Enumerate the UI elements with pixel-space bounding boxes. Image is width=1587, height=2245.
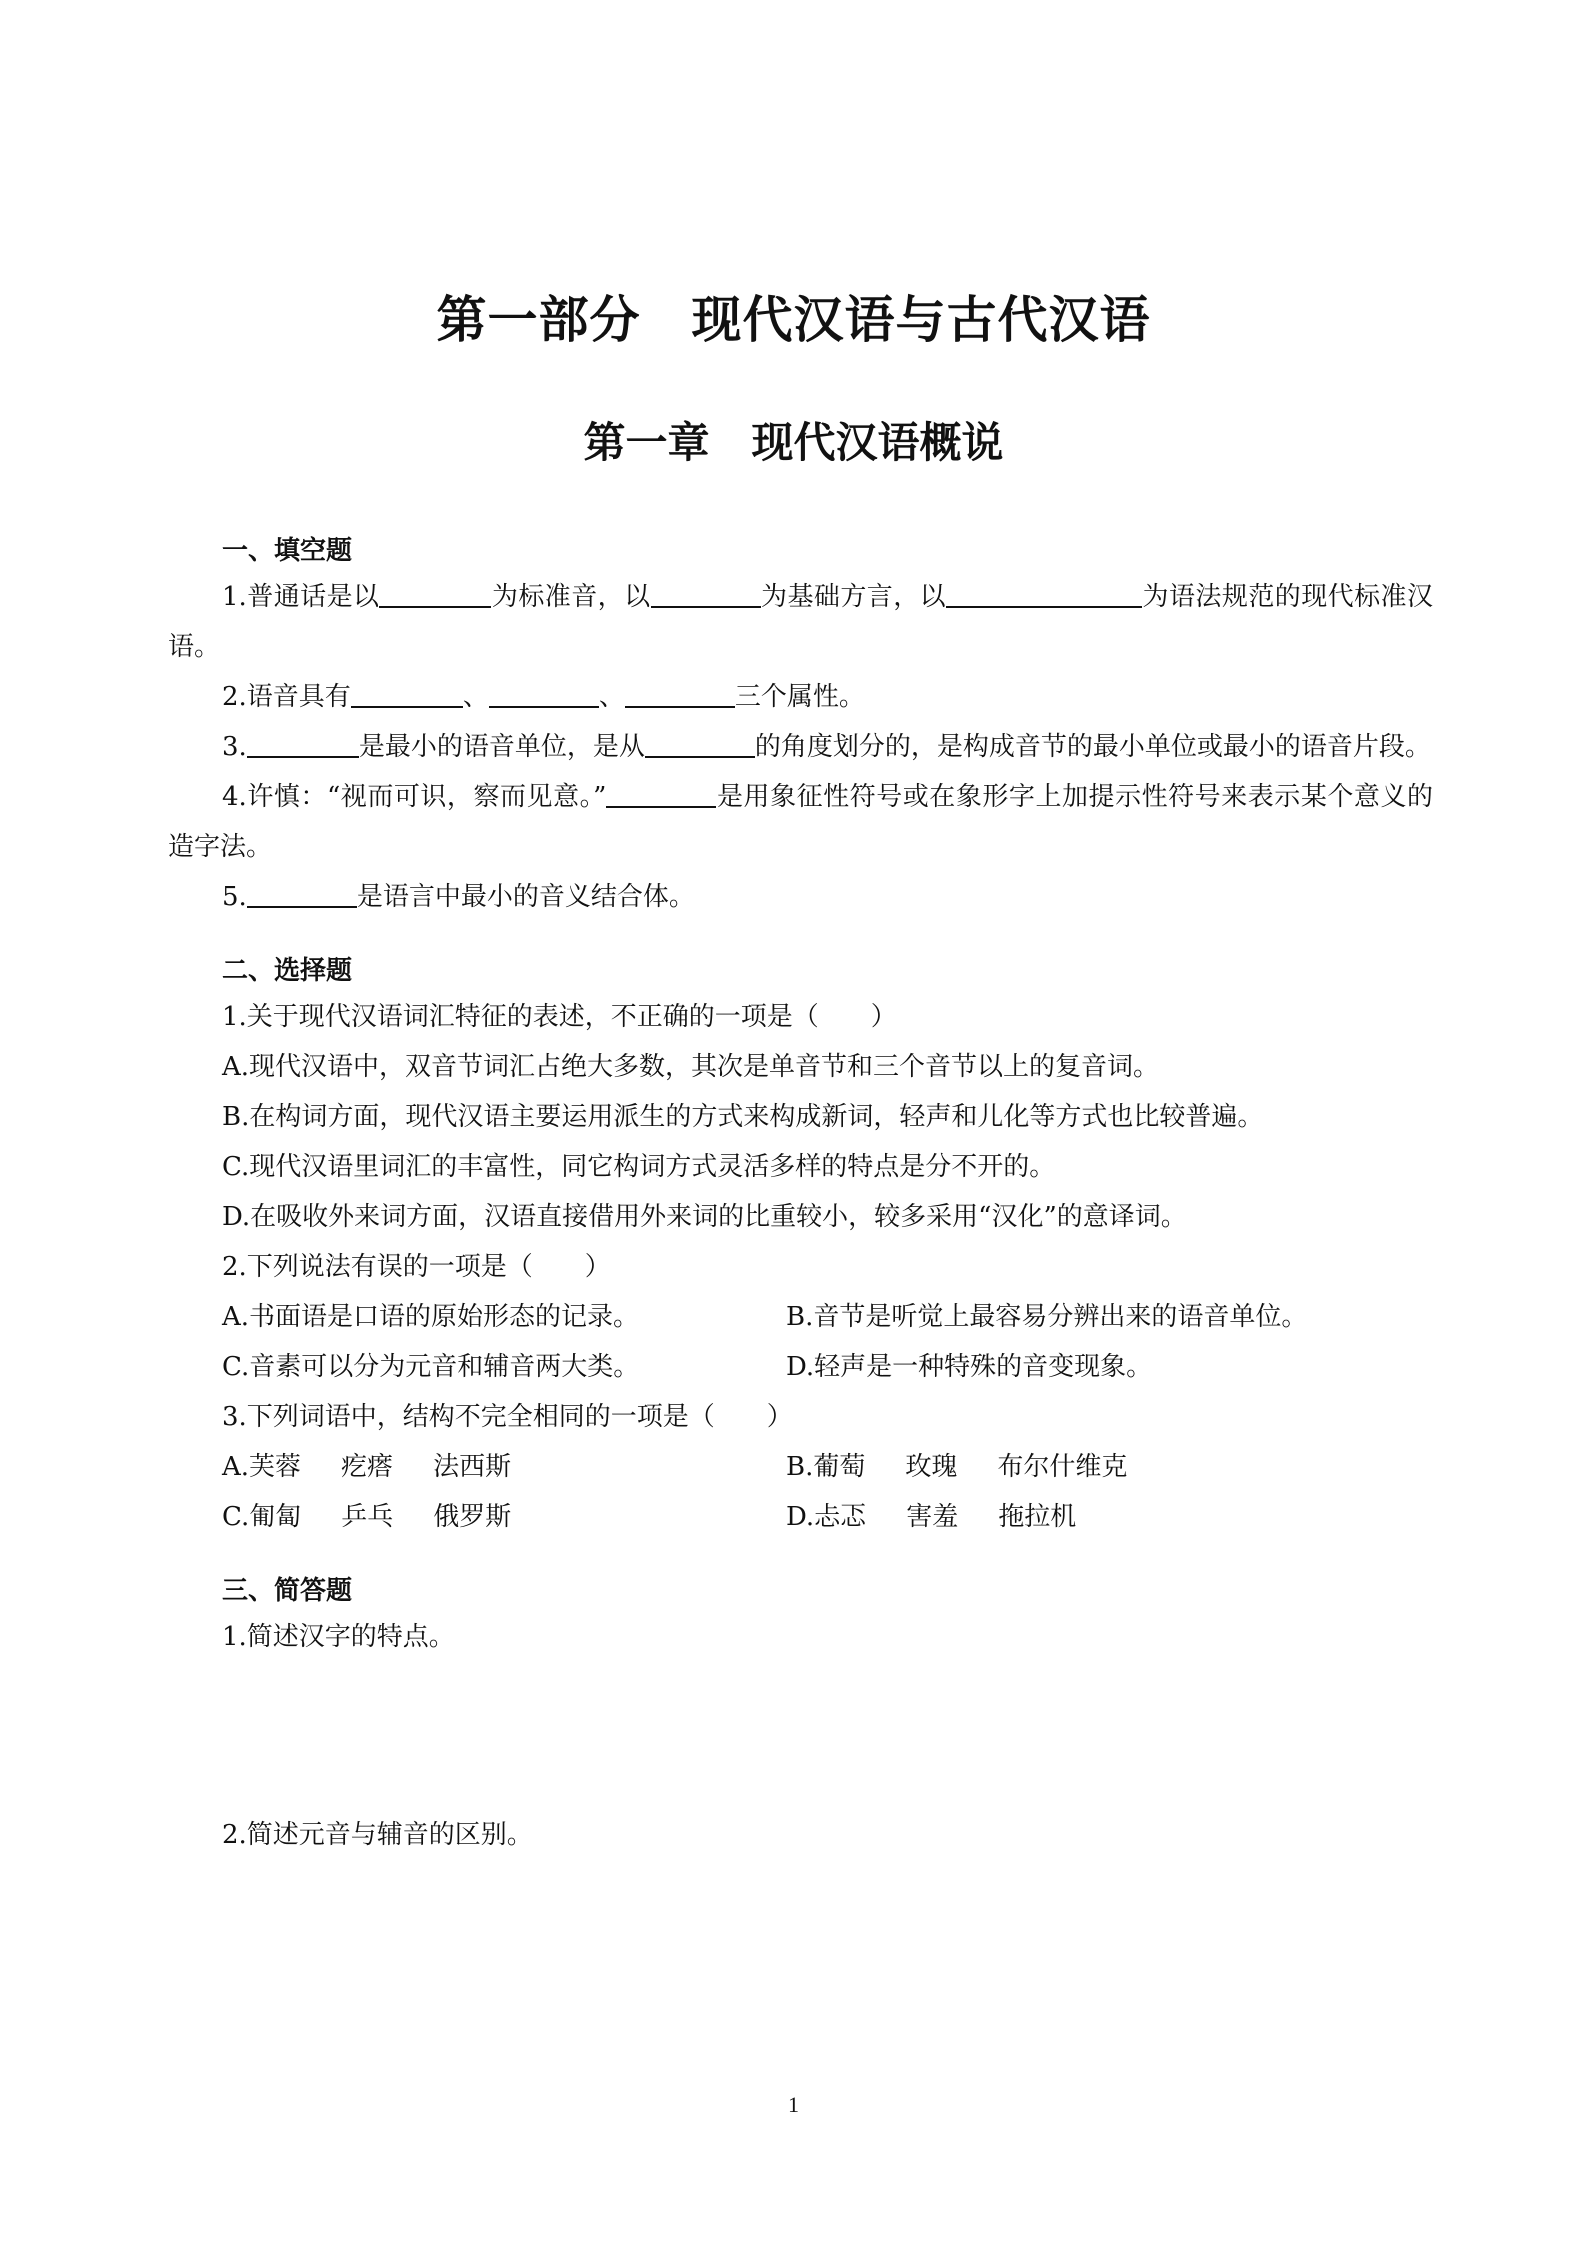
section-heading-multiple-choice: 二、选择题: [222, 956, 353, 986]
fill-question-1: [168, 572, 1433, 672]
q2-text-b: 、: [462, 682, 489, 712]
q1-text-c: 为基础方言，以: [760, 582, 947, 612]
option-word: 布尔什维克: [997, 1452, 1128, 1482]
fill-question-3: [168, 722, 1433, 772]
choice-option-a[interactable]: A.现代汉语中，双音节词汇占绝大多数，其次是单音节和三个音节以上的复音词。: [222, 1052, 1160, 1082]
choice-question-2-stem: 2.下列说法有误的一项是（ ）: [222, 1252, 611, 1282]
choice-option-d[interactable]: D.轻声是一种特殊的音变现象。: [786, 1352, 1153, 1382]
option-word: 疙瘩: [341, 1452, 394, 1482]
short-answer-question-1: 1.简述汉字的特点。: [222, 1622, 455, 1652]
fill-question-5: [168, 872, 1433, 922]
q2-text-a: 2.语音具有: [222, 682, 351, 712]
short-answer-question-2: 2.简述元音与辅音的区别。: [222, 1820, 533, 1850]
q2-text-d: 三个属性。: [734, 682, 865, 712]
option-word: 玫瑰: [905, 1452, 958, 1482]
choice-options-row: [168, 1492, 1433, 1542]
option-word: B.葡萄: [786, 1452, 866, 1482]
page-number: 1: [788, 2092, 799, 2117]
answer-blank[interactable]: [606, 780, 716, 808]
choice-options-row: [168, 1342, 1433, 1392]
q3-text-b: 是最小的语音单位，是从: [358, 732, 645, 762]
q4-text-a: 4.许慎：“视而可识，察而见意。”: [222, 782, 607, 812]
option-word: 俄罗斯: [433, 1502, 512, 1532]
choice-option-c[interactable]: C.音素可以分为元音和辅音两大类。: [222, 1352, 640, 1382]
choice-option-b[interactable]: B.音节是听觉上最容易分辨出来的语音单位。: [786, 1302, 1308, 1332]
answer-blank[interactable]: [645, 730, 755, 758]
choice-option-a[interactable]: A.书面语是口语的原始形态的记录。: [222, 1302, 640, 1332]
option-word: C.匍匐: [222, 1502, 302, 1532]
answer-blank[interactable]: [247, 880, 357, 908]
option-word: D.忐忑: [786, 1502, 867, 1532]
section-heading-fill-blank: 一、填空题: [222, 536, 353, 566]
section-heading-short-answer: 三、简答题: [222, 1576, 353, 1606]
choice-question-3-stem: 3.下列词语中，结构不完全相同的一项是（ ）: [222, 1402, 793, 1432]
answer-blank[interactable]: [379, 580, 491, 608]
q5-text-b: 是语言中最小的音义结合体。: [356, 882, 695, 912]
answer-blank[interactable]: [651, 580, 761, 608]
option-word: 拖拉机: [998, 1502, 1077, 1532]
choice-option-b[interactable]: [786, 1442, 1127, 1492]
choice-option-d[interactable]: [786, 1492, 1076, 1542]
content: [168, 530, 1433, 1860]
answer-blank[interactable]: [489, 680, 599, 708]
answer-blank[interactable]: [946, 580, 1142, 608]
choice-options-row: [168, 1292, 1433, 1342]
answer-area[interactable]: [168, 1662, 1433, 1810]
choice-option-a[interactable]: [222, 1442, 511, 1492]
answer-blank[interactable]: [247, 730, 359, 758]
answer-blank[interactable]: [351, 680, 463, 708]
q4-text-b: 是用象征性符号或在象形字上加提示性符号来表示某个意义的造字法。: [168, 782, 1433, 862]
choice-question-1-stem: 1.关于现代汉语词汇特征的表述，不正确的一项是（ ）: [222, 1002, 897, 1032]
chapter-title: 第一章 现代汉语概说: [583, 418, 1004, 467]
option-word: 害羞: [906, 1502, 959, 1532]
fill-question-2: [168, 672, 1433, 722]
choice-option-c[interactable]: [222, 1492, 511, 1542]
q3-text-a: 3.: [222, 732, 247, 762]
q1-text-a: 1.普通话是以: [222, 582, 380, 612]
fill-question-4: [168, 772, 1433, 872]
answer-blank[interactable]: [625, 680, 735, 708]
q2-text-c: 、: [598, 682, 625, 712]
choice-option-b[interactable]: B.在构词方面，现代汉语主要运用派生的方式来构成新词，轻声和儿化等方式也比较普遍。: [222, 1102, 1264, 1132]
option-word: 乒乓: [341, 1502, 394, 1532]
q1-text-d: 为语法规范的现代标准汉语。: [168, 582, 1433, 662]
q3-text-c: 的角度划分的，是构成音节的最小单位或最小的语音片段。: [754, 732, 1431, 762]
q1-text-b: 为标准音，以: [491, 582, 651, 612]
option-word: A.芙蓉: [222, 1452, 302, 1482]
q5-text-a: 5.: [222, 882, 247, 912]
option-word: 法西斯: [433, 1452, 512, 1482]
choice-option-c[interactable]: C.现代汉语里词汇的丰富性，同它构词方式灵活多样的特点是分不开的。: [222, 1152, 1056, 1182]
choice-option-d[interactable]: D.在吸收外来词方面，汉语直接借用外来词的比重较小，较多采用“汉化”的意译词。: [222, 1202, 1187, 1232]
choice-options-row: [168, 1442, 1433, 1492]
part-title: 第一部分 现代汉语与古代汉语: [436, 291, 1151, 349]
